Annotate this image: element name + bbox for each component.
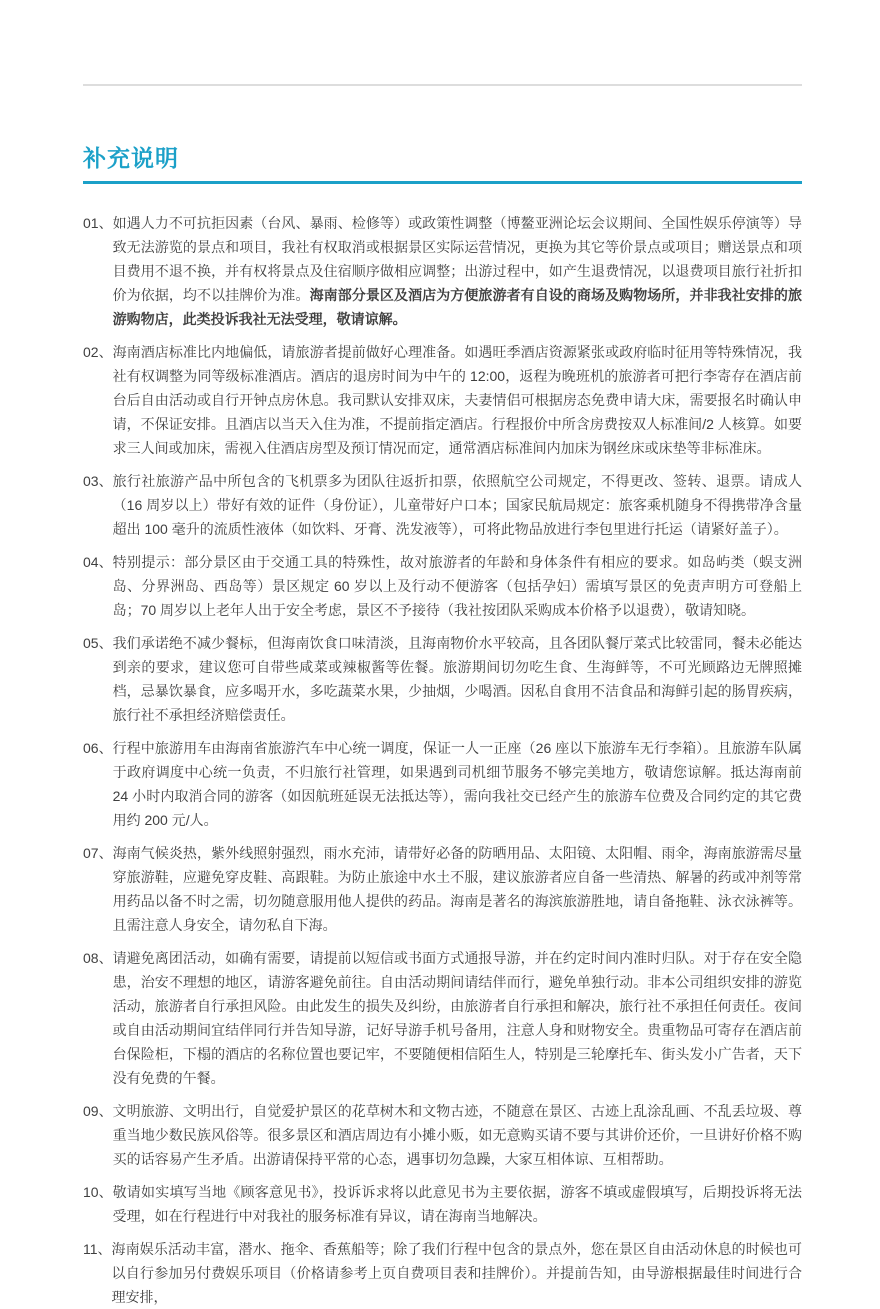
note-item [83,211,802,331]
page-title: 补充说明 [83,145,179,171]
note-text-segment: 海南娱乐活动丰富，潜水、拖伞、香蕉船等；除了我们行程中包含的景点外，您在景区自由活动休息的时候也可以自行参加另付费娱乐项目（价格请参考上页自费项目表和挂牌价）。并提前告知，由导游根据最佳时间进行合理安排， [111,1241,802,1306]
note-item-text [112,1237,802,1309]
note-text-segment: 海南酒店标准比内地偏低，请旅游者提前做好心理准备。如遇旺季酒店资源紧张或政府临时征用等特殊情况，我社有权调整为同等级标准酒店。酒店的退房时间为中午的 12:00，返程为晚班机的旅游者可把行李寄存在酒店前台后自由活动或自行开钟点房休息。我司默认安排双床，夫妻情侣可根据房态免费申请大床，需要报名时确认申请，不保证安排。且酒店以当天入住为准，不提前指定酒店。行程报价中所含房费按双人标准间/2 人核算。如要求三人间或加床，需视入住酒店房型及预订情况而定，通常酒店标准间内加床为钢丝床或床垫等非标准床。 [112,344,802,457]
note-item-number: 11、 [83,1241,112,1258]
note-item-text [113,736,802,832]
note-item [83,946,802,1090]
note-item-text [113,631,802,727]
note-item-number: 08、 [83,950,113,967]
note-item [83,469,802,541]
note-item-number: 05、 [83,635,113,652]
note-text-bold-segment: 海南部分景区及酒店为方便旅游者有自设的商场及购物场所，并非我社安排的旅游购物店，此类投诉我社无法受理，敬请谅解。 [112,287,802,328]
note-item-text [113,469,802,541]
note-item [83,1237,802,1309]
note-text-segment: 敬请如实填写当地《顾客意见书》，投诉诉求将以此意见书为主要依据，游客不填或虚假填写，后期投诉将无法受理，如在行程进行中对我社的服务标准有异议，请在海南当地解决。 [112,1184,802,1225]
note-item-number: 09、 [83,1103,113,1120]
note-item-text [113,211,802,331]
note-item [83,1099,802,1171]
note-item [83,736,802,832]
note-item [83,841,802,937]
note-text-segment: 旅行社旅游产品中所包含的飞机票多为团队往返折扣票，依照航空公司规定，不得更改、签转、退票。请成人（16 周岁以上）带好有效的证件（身份证），儿童带好户口本；国家民航局规定：旅客乘机随身不得携带净含量超出 100 毫升的流质性液体（如饮料、牙膏、洗发液等），可将此物品放进行李包里进行托运（请紧好盖子）。 [112,473,802,538]
note-item-number: 04、 [83,554,113,571]
note-item-number: 07、 [83,845,113,862]
note-item-text [113,340,802,460]
note-item-number: 03、 [83,473,113,490]
note-text-segment: 如遇人力不可抗拒因素（台风、暴雨、检修等）或政策性调整（博鳌亚洲论坛会议期间、全国性娱乐停演等）导致无法游览的景点和项目，我社有权取消或根据景区实际运营情况，更换为其它等价景点或项目；赠送景点和项目费用不退不换，并有权将景点及住宿顺序做相应调整；出游过程中，如产生退费情况，以退费项目旅行社折扣价为依据，均不以挂牌价为准。 [112,215,802,304]
note-item-number: 06、 [83,740,113,757]
note-item-text [113,1180,802,1228]
note-item [83,631,802,727]
note-text-segment: 特别提示：部分景区由于交通工具的特殊性，故对旅游者的年龄和身体条件有相应的要求。如岛屿类（蜈支洲岛、分界洲岛、西岛等）景区规定 60 岁以上及行动不便游客（包括孕妇）需填写景区的免责声明方可登船上岛；70 周岁以上老年人出于安全考虑，景区不予接待（我社按团队采购成本价格予以退费），敬请知晓。 [112,554,802,619]
notes-list [83,211,802,1309]
note-text-segment: 我们承诺绝不减少餐标，但海南饮食口味清淡，且海南物价水平较高，且各团队餐厅菜式比较雷同，餐未必能达到亲的要求，建议您可自带些咸菜或辣椒酱等佐餐。旅游期间切勿吃生食、生海鲜等，不可光顾路边无牌照摊档，忌暴饮暴食，应多喝开水，多吃蔬菜水果，少抽烟，少喝酒。因私自食用不洁食品和海鲜引起的肠胃疾病，旅行社不承担经济赔偿责任。 [112,635,802,724]
note-item-text [113,946,802,1090]
note-item-number: 02、 [83,344,113,361]
top-divider-line [83,84,802,86]
note-item-text [113,841,802,937]
note-text-segment: 文明旅游、文明出行，自觉爱护景区的花草树木和文物古迹，不随意在景区、古迹上乱涂乱画、不乱丢垃圾、尊重当地少数民族风俗等。很多景区和酒店周边有小摊小贩，如无意购买请不要与其讲价还价，一旦讲好价格不购买的话容易产生矛盾。出游请保持平常的心态，遇事切勿急躁，大家互相体谅、互相帮助。 [112,1103,802,1168]
note-text-segment: 行程中旅游用车由海南省旅游汽车中心统一调度，保证一人一正座（26 座以下旅游车无行李箱）。且旅游车队属于政府调度中心统一负责，不归旅行社管理，如果遇到司机细节服务不够完美地方，敬请您谅解。抵达海南前 24 小时内取消合同的游客（如因航班延误无法抵达等），需向我社交已经产生的旅游车位费及合同约定的其它费用约 200 元/人。 [112,740,802,829]
note-text-segment: 请避免离团活动，如确有需要，请提前以短信或书面方式通报导游，并在约定时间内准时归队。对于存在安全隐患，治安不理想的地区，请游客避免前往。自由活动期间请结伴而行，避免单独行动。非本公司组织安排的游览活动，旅游者自行承担风险。由此发生的损失及纠纷，由旅游者自行承担和解决，旅行社不承担任何责任。夜间或自由活动期间宜结伴同行并告知导游，记好导游手机号备用，注意人身和财物安全。贵重物品可寄存在酒店前台保险柜，下榻的酒店的名称位置也要记牢，不要随便相信陌生人，特别是三轮摩托车、街头发小广告者，天下没有免费的午餐。 [112,950,802,1087]
note-item-text [113,550,802,622]
note-item-number: 01、 [83,215,113,232]
note-item-number: 10、 [83,1184,113,1201]
note-item-text [113,1099,802,1171]
note-item [83,340,802,460]
title-underline [83,181,802,184]
note-item [83,1180,802,1228]
note-item [83,550,802,622]
note-text-segment: 海南气候炎热，紫外线照射强烈，雨水充沛，请带好必备的防晒用品、太阳镜、太阳帽、雨伞，海南旅游需尽量穿旅游鞋，应避免穿皮鞋、高跟鞋。为防止旅途中水土不服，建议旅游者应自备一些清热、解暑的药或冲剂等常用药品以备不时之需，切勿随意服用他人提供的药品。海南是著名的海滨旅游胜地，请自备拖鞋、泳衣泳裤等。且需注意人身安全，请勿私自下海。 [112,845,802,934]
